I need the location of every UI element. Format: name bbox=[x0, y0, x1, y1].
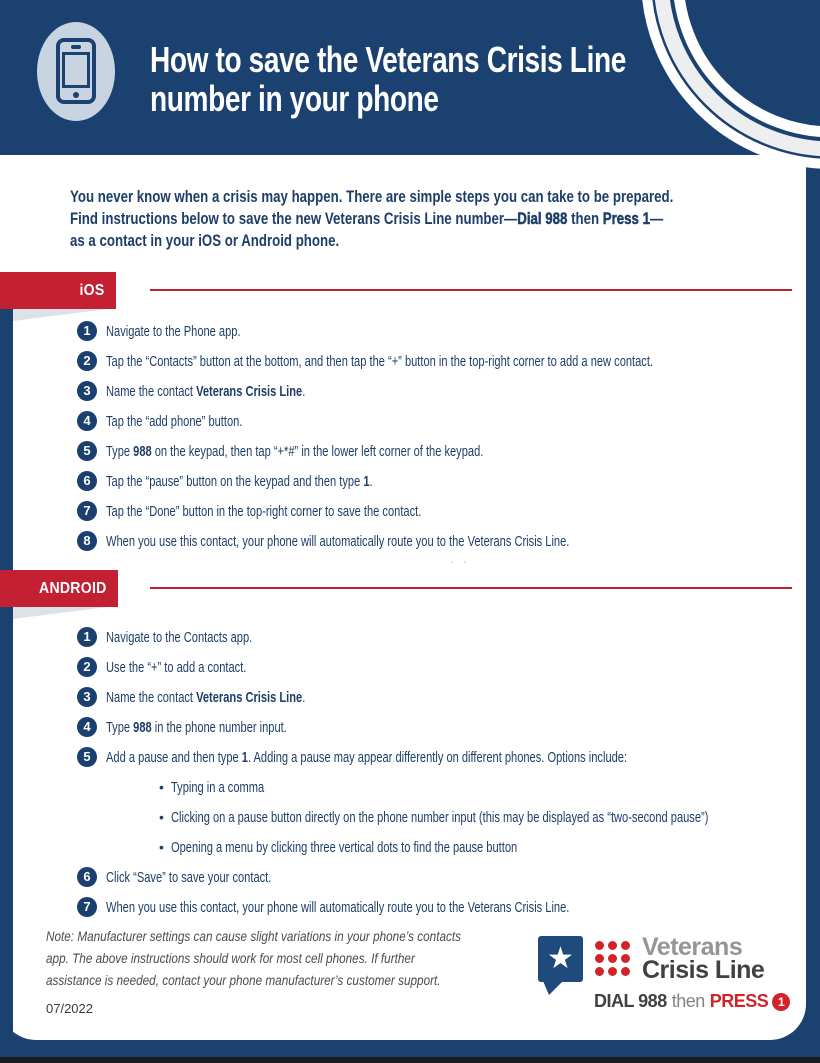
intro-segment: then bbox=[567, 209, 603, 228]
logo-brand-line2: Crisis Line bbox=[642, 956, 765, 984]
logo-dot bbox=[595, 954, 604, 963]
step-row bbox=[77, 687, 820, 707]
step-text-segment: Tap the “Done” button in the top-right corner to save the contact. bbox=[106, 502, 422, 520]
step-number-badge: 1 bbox=[77, 321, 97, 341]
step-text bbox=[106, 353, 653, 370]
intro-segment: — bbox=[649, 209, 664, 228]
ios-section-ribbon bbox=[0, 272, 116, 309]
sub-bullet bbox=[159, 777, 820, 797]
step-row bbox=[77, 441, 820, 461]
step-text-segment: . bbox=[302, 688, 306, 706]
step-text bbox=[106, 659, 246, 676]
step-text-segment: Click “Save” to save your contact. bbox=[106, 868, 272, 886]
logo-dot bbox=[621, 941, 630, 950]
intro-segment: Find instructions below to save the new Veterans Crisis Line number— bbox=[70, 209, 518, 228]
manufacturer-note bbox=[46, 926, 523, 992]
revision-date: 07/2022 bbox=[46, 1001, 93, 1016]
step-text-segment: Veterans Crisis Line bbox=[196, 382, 303, 400]
step-text-segment: Tap the “add phone” button. bbox=[106, 412, 243, 430]
step-text-segment: 988 bbox=[133, 442, 152, 460]
logo-dot bbox=[595, 967, 604, 976]
step-number-badge: 3 bbox=[77, 687, 97, 707]
logo-dot bbox=[595, 941, 604, 950]
android-steps-list bbox=[77, 627, 820, 927]
sub-bullet bbox=[159, 807, 820, 827]
step-number-badge: 4 bbox=[77, 717, 97, 737]
step-text-segment: When you use this contact, your phone will automatically route you to the Veterans Crisis Line. bbox=[106, 898, 570, 916]
step-text-segment: on the keypad, then tap “+*#” in the lower left corner of the keypad. bbox=[151, 442, 484, 460]
logo-dot bbox=[621, 967, 630, 976]
step-text bbox=[106, 629, 252, 646]
intro-line bbox=[70, 186, 673, 208]
step-number-badge: 1 bbox=[77, 627, 97, 647]
step-text-segment: . bbox=[302, 382, 306, 400]
step-text-segment: Tap the “Contacts” button at the bottom, and then tap the “+” button in the top-right corner to add a new contact. bbox=[106, 352, 654, 370]
sub-bullet-text: Typing in a comma bbox=[170, 778, 265, 796]
step-text-segment: Navigate to the Phone app. bbox=[106, 322, 241, 340]
note-line: app. The above instructions should work for most cell phones. If further bbox=[46, 951, 415, 966]
step-text bbox=[106, 749, 627, 766]
logo-dot bbox=[608, 954, 617, 963]
phone-screen bbox=[62, 52, 90, 88]
step-text-segment: Type bbox=[106, 442, 134, 460]
press-1-badge: 1 bbox=[772, 993, 790, 1011]
step-text-segment: When you use this contact, your phone will automatically route you to the Veterans Crisis Line. bbox=[106, 532, 570, 550]
android-section-rule bbox=[150, 587, 792, 589]
step-number-badge: 5 bbox=[77, 747, 97, 767]
step-number-badge: 2 bbox=[77, 657, 97, 677]
logo-dot bbox=[621, 954, 630, 963]
intro-segment: as a contact in your iOS or Android phone. bbox=[70, 231, 340, 250]
star-glyph: ★ bbox=[547, 942, 574, 975]
sub-bullet-text: Clicking on a pause button directly on the phone number input (this may be displayed as “two-second pause”) bbox=[170, 808, 709, 826]
step-text bbox=[106, 689, 305, 706]
intro-segment: Dial 988 bbox=[517, 209, 568, 228]
phone-home-button bbox=[73, 92, 79, 98]
step-row bbox=[77, 897, 820, 917]
intro-line bbox=[70, 230, 673, 252]
step-text bbox=[106, 869, 271, 886]
step-row bbox=[77, 321, 820, 341]
step-number-badge: 8 bbox=[77, 531, 97, 551]
step-text-segment: . bbox=[369, 472, 373, 490]
step-text-segment: . Adding a pause may appear differently on different phones. Options include: bbox=[247, 748, 628, 766]
step-row bbox=[77, 867, 820, 887]
step-number-badge: 4 bbox=[77, 411, 97, 431]
step-row bbox=[77, 657, 820, 677]
step-text-segment: Tap the “pause” button on the keypad and then type bbox=[106, 472, 364, 490]
step-row bbox=[77, 747, 820, 767]
smartphone-icon bbox=[56, 38, 96, 104]
page-title-line2: number in your phone bbox=[150, 78, 439, 119]
ios-section-label: iOS bbox=[79, 282, 105, 299]
note-line: assistance is needed, contact your phone manufacturer’s customer support. bbox=[46, 973, 441, 988]
step-text bbox=[106, 383, 305, 400]
step-text bbox=[106, 719, 287, 736]
phone-speaker bbox=[71, 45, 81, 49]
logo-dot bbox=[608, 967, 617, 976]
step-row bbox=[77, 381, 820, 401]
step-text-segment: 988 bbox=[133, 718, 152, 736]
step-row bbox=[77, 471, 820, 491]
step-text-segment: 1 bbox=[241, 748, 248, 766]
bullet-dot-icon: • bbox=[159, 779, 164, 795]
intro-segment: Press 1 bbox=[602, 209, 650, 228]
step-number-badge: 6 bbox=[77, 471, 97, 491]
bullet-dot-icon: • bbox=[159, 809, 164, 825]
scan-artifact-dots: · · bbox=[450, 556, 470, 568]
logo-brand-line1: Veterans bbox=[642, 933, 743, 961]
step-text-segment: Use the “+” to add a contact. bbox=[106, 658, 247, 676]
step-row bbox=[77, 531, 820, 551]
step-text-segment: Name the contact bbox=[106, 382, 197, 400]
logo-dots-grid bbox=[595, 941, 630, 976]
step-row bbox=[77, 411, 820, 431]
step-text bbox=[106, 533, 569, 550]
step-text-segment: Add a pause and then type bbox=[106, 748, 242, 766]
speech-bubble-tail bbox=[543, 981, 563, 995]
step-number-badge: 7 bbox=[77, 897, 97, 917]
step-text-segment: Navigate to the Contacts app. bbox=[106, 628, 253, 646]
note-line: Note: Manufacturer settings can cause slight variations in your phone’s contacts bbox=[46, 929, 462, 944]
step-number-badge: 3 bbox=[77, 381, 97, 401]
sub-bullet bbox=[159, 837, 820, 857]
step-text-segment: Name the contact bbox=[106, 688, 197, 706]
step-text bbox=[106, 323, 241, 340]
step-text bbox=[106, 473, 373, 490]
vcl-logo bbox=[538, 933, 788, 1025]
dial-988-text: DIAL 988 bbox=[594, 991, 667, 1011]
step-row bbox=[77, 351, 820, 371]
step-row bbox=[77, 717, 820, 737]
intro-paragraph bbox=[70, 186, 820, 252]
logo-dial-line bbox=[594, 991, 790, 1012]
step-text-segment: in the phone number input. bbox=[151, 718, 287, 736]
step-text bbox=[106, 899, 569, 916]
then-text: then bbox=[671, 991, 705, 1011]
ios-section-rule bbox=[150, 289, 792, 291]
step-text bbox=[106, 503, 421, 520]
page-title bbox=[150, 40, 626, 118]
intro-line bbox=[70, 208, 673, 230]
step-row bbox=[77, 627, 820, 647]
logo-dot bbox=[608, 941, 617, 950]
page-title-line1: How to save the Veterans Crisis Line bbox=[150, 39, 626, 80]
press-text: PRESS bbox=[709, 991, 769, 1011]
left-edge-stripe bbox=[0, 309, 13, 1040]
step-number-badge: 5 bbox=[77, 441, 97, 461]
bullet-dot-icon: • bbox=[159, 839, 164, 855]
ios-steps-list bbox=[77, 321, 820, 561]
step-text-segment: Veterans Crisis Line bbox=[196, 688, 303, 706]
header-icon-circle bbox=[37, 22, 115, 121]
step-row bbox=[77, 501, 820, 521]
android-section-label: ANDROID bbox=[39, 580, 107, 597]
sub-bullet-text: Opening a menu by clicking three vertical dots to find the pause button bbox=[170, 838, 518, 856]
step-text-segment: Type bbox=[106, 718, 134, 736]
step-text bbox=[106, 413, 242, 430]
android-section-ribbon bbox=[0, 570, 118, 607]
intro-segment: You never know when a crisis may happen. There are simple steps you can take to be prepared. bbox=[70, 187, 674, 206]
star-speech-bubble-icon bbox=[538, 936, 583, 982]
step-text-segment: 1 bbox=[363, 472, 370, 490]
step-number-badge: 6 bbox=[77, 867, 97, 887]
step-number-badge: 7 bbox=[77, 501, 97, 521]
bottom-edge-bar bbox=[0, 1057, 820, 1063]
step-number-badge: 2 bbox=[77, 351, 97, 371]
step-text bbox=[106, 443, 483, 460]
